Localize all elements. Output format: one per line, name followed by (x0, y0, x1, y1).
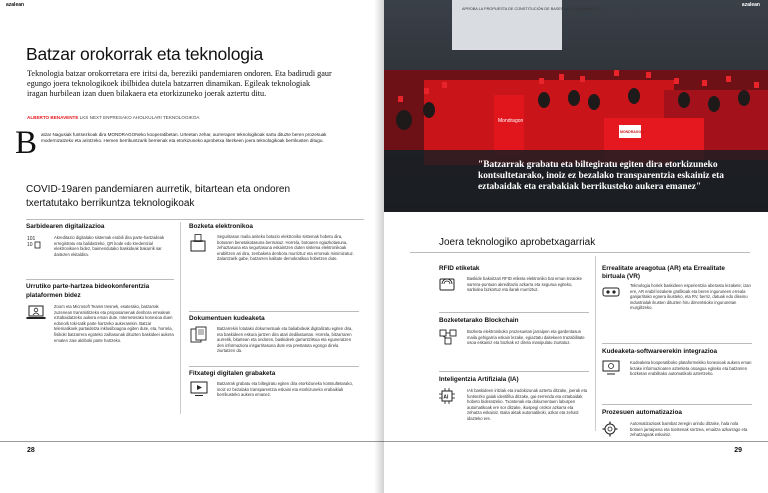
feature-text: Batzarrekin lotutako dokumentuak eta baliabideak digitalizatu egiten dira, eta baskideen eskura jartzen dira atari dedikatuetan. Horrela, bitzarraren aurretik, bitartean eta ondoren, baskideek garrantzitsua eta eguneratzen den informaziora irisgarritasuna dute eta prestatuta egongo direla ziurtatzen da. (217, 326, 353, 354)
software-integration-icon (602, 360, 620, 376)
feature-item (189, 223, 349, 230)
feature-item (26, 283, 174, 300)
blockchain-icon (439, 329, 457, 345)
divider (26, 279, 174, 280)
ai-icon (439, 388, 455, 404)
photo-banner-text: APROBA LA PROPUESTA DE CONSTITUCIÓN DE BASES DE ORDENAMIENTO (462, 7, 602, 11)
column-divider (595, 256, 596, 431)
feature-text: Bozketa elektronikoko prozesuetan jarraipen eta gardentasun maila gehigarria eskain lezake, egiaztatu daitekeen trazabilitate osoa eskainiz eta bozkak ez direla manipulatu ziurtatuz. (467, 329, 585, 346)
rfid-card-icon (439, 276, 455, 292)
feature-item (189, 370, 349, 377)
feature-title: Dokumentuen kudeaketa (189, 315, 265, 322)
svg-text:10: 10 (27, 242, 33, 248)
feature-item (26, 223, 174, 230)
photo-sign: MONDRAGON (620, 130, 644, 134)
feature-title: Fitxategi digitalen grabaketa (189, 370, 276, 377)
feature-title: Sarbidearen digitalizazioa (26, 223, 105, 230)
author-role: LKS NEXT ENPRESAKO AHOLKULARI TEKNOLOGIKOA (79, 115, 200, 120)
feature-title: Errealitate areagotua (AR) eta Errealitate birtuala (VR) (602, 265, 725, 281)
svg-text:AI: AI (443, 394, 449, 401)
divider (189, 366, 359, 367)
feature-text: Kudeaketa kooperatiboko plataformekiko konexioak aukera eman lezake informazioaren azterketa osoagoa egiteko eta batzarren bozketan erabilitako automatikoki aztertzeko. (630, 360, 752, 377)
divider (439, 371, 589, 372)
divider (189, 311, 359, 312)
automation-icon (602, 421, 618, 437)
feature-title: Bozketetarako Blockchain (439, 317, 519, 324)
feature-text: Automatizazioak baimbat zeregin arindu ditzake, hala nola botoen jarraipena eta txostenak sortzea, emaitza azkarrago eta zehatzagoak eskainiz. (630, 421, 748, 438)
feature-text: Batzarrak grabatu eta biltegiratu egiten dira etorkizuneko kontsultetarako, inoiz ez bezalako transparentzia eskaini eta etorkizuneko erabaikiak berrikusteko aukera emanez. (217, 381, 353, 398)
video-recording-icon (190, 381, 208, 397)
future-section-title: Joera teknologiko aprobetxagarriak (439, 237, 596, 248)
vr-headset-icon (602, 285, 620, 299)
svg-text:101: 101 (27, 236, 36, 242)
author-line (27, 115, 200, 120)
laptop-icon (26, 305, 46, 321)
footer-rule (0, 441, 384, 442)
page-number: 29 (734, 447, 742, 454)
feature-text: Teknologia horiek baskideen esperientzia aberastu lezakete; izan ere, AR erabil lezakete grafikoak eta beren inguruneen erreala ganjarritako egoera ikusteko, eta RV, berriz, datuak edo diseinu industrialak ikusten dituzten hiru dimentsioko ingurunetan murgiltzeko. (630, 283, 751, 311)
covid-section-title: COVID-19aren pandemiaren aurretik, bitartean eta ondoren txertatutako berrikuntza teknologikoak (26, 184, 291, 209)
photo-logo: Mondragon (498, 118, 524, 124)
feature-text: Zoom eta Microsoft Teams tresnek, esaterako, batzarrak zuzenean transmititzeko eta proposamenak denbora errealean eztabaidatzeko aukera eman dute. Interneterako konexioa duen edonork toki-tatik parte hartzeko aukerarekin. Batzar telematikoek partaidetza inklusiboagoa egiten dute, eta, horrela, fisikoki batzarrera egoteko zailtasunak dituzten baskideei aukera ematen zaie aktiboki parte hartzeko. (54, 304, 174, 343)
feature-title: Kudeaketa-softwareerekin integrazioa (602, 348, 718, 355)
footer-rule (384, 441, 768, 442)
feature-title: Inteligentzia Artifiziala (IA) (439, 376, 519, 383)
feature-text: Akreditazio digitalako sistemak erabili dira parte-hartzaileak erregistratu eta balidatzeko, QR kode edo kredentzial elektronikoen bidez, baimendutako baskideak bakarrik sar daitezen ekitaldira. (54, 235, 165, 257)
divider (26, 219, 364, 220)
article-lead: Teknologia batzar orokorretara ere iritsi da, bereziki pandemiaren ondoren. Eta badirudi gaur egungo joera teknologikoek ibilbidea dutela batzarren dinamikan. Egileak teknologiak iragan hurbilean izan duen bilakaera eta etorkizuneko joerak aztertu ditu. (27, 69, 332, 98)
pull-quote: "Batzarrak grabatu eta biltegiratu egiten dira etorkizuneko kontsultetarako, inoiz ez bezalako transparentzia eskainiz eta eztabaidak eta erabakiak berrikusteko aukera emanez" (478, 160, 724, 193)
feature-item (189, 315, 349, 322)
article-title: Batzar orokorrak eta teknologia (26, 44, 263, 64)
feature-text: Seguritasun maila aniteko botazio elektroniko sistemak hobetu dira, botoaren benetakotasuna bermatuz. Horrela, botoaren egiazkotasuna, zehaztasuna eta segurtasuna eskaintzen duten sistema elektronikoak erabiltzen ari dira, zenbaketa denbora murriztuz eta erroreak minimizatuz. Zalantzarik gabe, batzarren kalitate demokratikoa hobetzen dute. (217, 234, 354, 262)
feature-text: Baskide bakoitzari RFID etiketa elektroniko bat eman lezaioke sarrera-puntuan akreditazio azkarra eta segurua egiteko, sarbidea bizkortuz eta ilarak murriztuz. (467, 276, 582, 293)
right-section-label: azalean (741, 2, 760, 8)
right-page (384, 0, 768, 493)
divider (602, 343, 752, 344)
feature-title: Prozesuen automatizazioa (602, 409, 682, 416)
qr-code-icon (27, 235, 41, 249)
feature-title: Bozketa elektronikoa (189, 223, 253, 230)
column-divider (180, 222, 181, 414)
author-name: ALBERTO BENAVENTE (27, 115, 79, 120)
feature-title: Urrutiko parte-hartzea bideokonferentzia plataformen bidez (26, 283, 150, 299)
intro-paragraph: atzar Nagusiak funtsezkoak dira MONDRAGONeko kooperatibetan. Urteetan zehar, aurrerapen teknologikoak sartu dituzte beren prozesuak modernizatzeko eta arintzeko. Hemen berrikuntzarik berrienak eta etorkizuneko aprobetxa litezkeen joera teknologikoak berrikusten ditugu. (41, 132, 327, 143)
documents-icon (190, 326, 208, 344)
page-number: 28 (27, 447, 35, 454)
feature-text: IAk baskideen iritziak eta iradokizunak aztertu ditzake, joerak eta funtsezko gaiak identifika ditzake, gai-zerrenda eta eztabaidak hobeto bideratzeko. Txostenak eta dokumentuen laburpen automatikoak ere sor ditzake, ikuspegi orokor azkarra eta zehatza eskainiz. Baita aktak automatikoki, azkar eta zehatz idazteko ere. (467, 388, 588, 421)
divider (602, 404, 752, 405)
divider (439, 312, 589, 313)
divider (410, 252, 750, 253)
feature-title: RFID etiketak (439, 265, 480, 272)
ballot-box-icon (190, 234, 206, 252)
drop-cap: B (15, 125, 38, 161)
left-section-label: azalean (6, 2, 25, 8)
